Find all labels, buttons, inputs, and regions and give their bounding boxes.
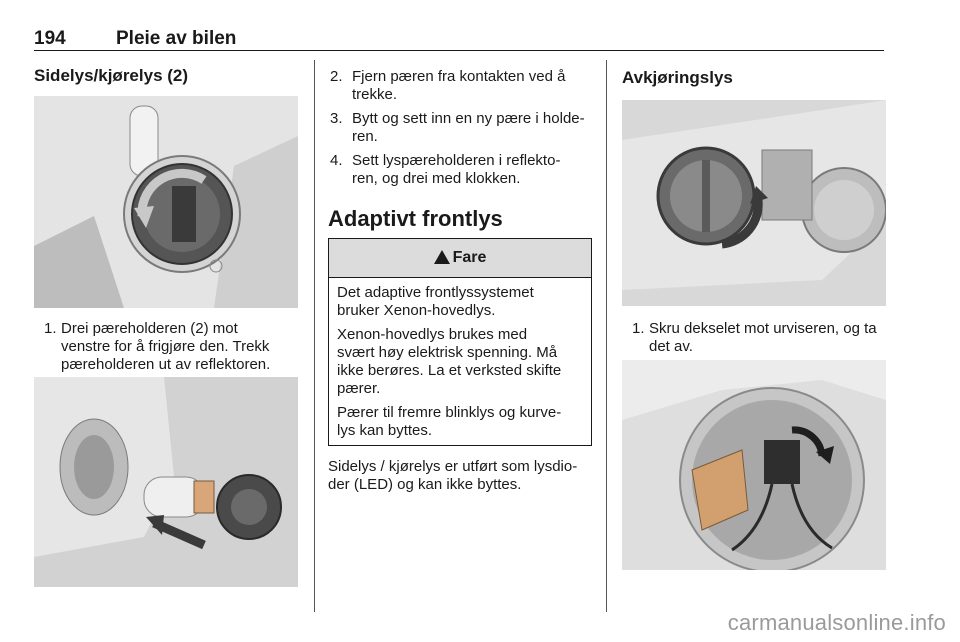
step-text-line: venstre for å frigjøre den. Trekk: [61, 338, 270, 355]
step-text-line: trekke.: [352, 86, 398, 103]
warning-line: pærer.: [337, 380, 381, 397]
column-divider-2: [606, 60, 607, 612]
paragraph-line: Sidelys / kjørelys er utført som lysdio-: [328, 458, 578, 475]
warning-paragraph-2: [337, 326, 583, 398]
step-number: 2.: [330, 68, 343, 85]
page-header: [34, 26, 884, 51]
warning-paragraph-3: [337, 404, 583, 440]
warning-box: [328, 238, 592, 446]
step-2: [330, 68, 600, 108]
paragraph-line: der (LED) og kan ikke byttes.: [328, 476, 522, 493]
warning-line: Pærer til fremre blinklys og kurve-: [337, 404, 562, 421]
page-number: 194: [34, 28, 66, 49]
warning-body: [329, 278, 591, 440]
step-1-col1: [44, 320, 304, 376]
warning-line: Det adaptive frontlyssystemet: [337, 284, 534, 301]
step-text-line: ren.: [352, 128, 378, 145]
step-text-line: Sett lyspæreholderen i reflekto-: [352, 152, 561, 169]
step-text-line: Bytt og sett inn en ny pære i holde-: [352, 110, 585, 127]
warning-line: svært høy elektrisk spenning. Må: [337, 344, 558, 361]
step-text-line: Fjern pæren fra kontakten ved å: [352, 68, 566, 85]
step-3: [330, 110, 600, 150]
warning-paragraph-1: [337, 284, 583, 320]
section-title-avkjoringslys: Avkjøringslys: [622, 68, 733, 87]
figure-bulb-holder-rotate: [34, 96, 298, 308]
section-title-sidelys: Sidelys/kjørelys (2): [34, 66, 189, 85]
watermark-text: carmanualsonline.info: [727, 610, 946, 635]
led-info-paragraph: [328, 458, 600, 494]
step-1-col3: [632, 320, 892, 360]
warning-header: [329, 239, 591, 278]
figure-bulb-removal: [34, 377, 298, 587]
warning-line: Xenon-hovedlys brukes med: [337, 326, 528, 343]
step-number: 4.: [330, 152, 343, 169]
warning-line: ikke berøres. La et verksted skifte: [337, 362, 562, 379]
warning-line: bruker Xenon-hovedlys.: [337, 302, 496, 319]
warning-title: Fare: [452, 249, 487, 266]
warning-triangle-icon: [434, 250, 450, 264]
chapter-title: Pleie av bilen: [116, 28, 237, 49]
figure-cover-unscrew: [622, 100, 886, 306]
step-number: 1.: [632, 320, 645, 337]
warning-line: lys kan byttes.: [337, 422, 433, 439]
column-divider-1: [314, 60, 315, 612]
figure-bulb-socket: [622, 360, 886, 570]
step-text-line: pæreholderen ut av reflektoren.: [61, 356, 271, 373]
step-number: 1.: [44, 320, 57, 337]
section-heading-adaptivt-frontlys: Adaptivt frontlys: [328, 206, 503, 231]
step-text-line: Skru dekselet mot urviseren, og ta: [649, 320, 877, 337]
step-4: [330, 152, 600, 192]
step-text-line: det av.: [649, 338, 693, 355]
step-text-line: ren, og drei med klokken.: [352, 170, 521, 187]
step-text-line: Drei pæreholderen (2) mot: [61, 320, 238, 337]
step-number: 3.: [330, 110, 343, 127]
